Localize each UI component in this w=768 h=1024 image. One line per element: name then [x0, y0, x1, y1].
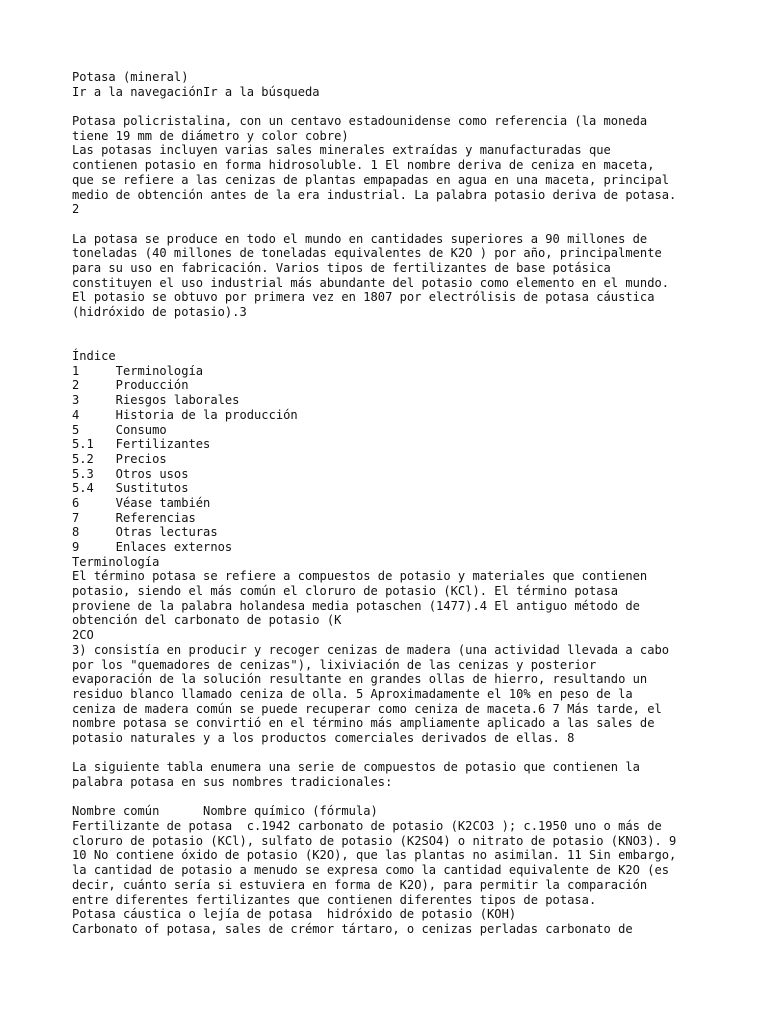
document-line: decir, cuánto sería si estuviera en forma de K2O), para permitir la comparación [72, 877, 648, 892]
document-line: contienen potasio en forma hidrosoluble. 1 El nombre deriva de ceniza en maceta, [72, 158, 655, 173]
document-line: Fertilizante de potasa c.1942 carbonato de potasio (K2CO3 ); c.1950 uno o más de [72, 819, 662, 834]
document-line: 5.1 Fertilizantes [72, 437, 211, 452]
document-line: nombre potasa se convirtió en el término más ampliamente aplicado a las sales de [72, 716, 655, 731]
document-line: Potasa cáustica o lejía de potasa hidróxido de potasio (KOH) [72, 907, 517, 922]
document-line: medio de obtención antes de la era industrial. La palabra potasio deriva de potasa. [72, 187, 677, 202]
document-line: 10 No contiene óxido de potasio (K2O), que las plantas no asimilan. 11 Sin embargo, [72, 848, 677, 863]
document-line: Potasa policristalina, con un centavo estadounidense como referencia (la moneda [72, 114, 648, 129]
document-line: 5.2 Precios [72, 451, 167, 466]
document-line: potasio naturales y a los productos comerciales derivados de ellas. 8 [72, 730, 575, 745]
document-line: por los "quemadores de cenizas"), lixiviación de las cenizas y posterior [72, 657, 597, 672]
document-line: Carbonato of potasa, sales de crémor tártaro, o cenizas perladas carbonato de [72, 921, 633, 936]
document-line: 6 Véase también [72, 495, 211, 510]
document-line: Las potasas incluyen varias sales minerales extraídas y manufacturadas que [72, 143, 611, 158]
document-line: residuo blanco llamado ceniza de olla. 5 Aproximadamente el 10% en peso de la [72, 686, 633, 701]
document-line: 9 Enlaces externos [72, 540, 233, 554]
document-line: El potasio se obtuvo por primera vez en 1807 por electrólisis de potasa cáustica [72, 290, 655, 305]
document-line: 7 Referencias [72, 510, 196, 525]
document-line: La siguiente tabla enumera una serie de compuestos de potasio que contienen la [72, 760, 640, 775]
document-line: Nombre común Nombre químico (fórmula) [72, 804, 378, 819]
document-line: 2 Producción [72, 378, 189, 393]
document-line: 5 Consumo [72, 422, 167, 437]
document-line: constituyen el uso industrial más abundante del potasio como elemento en el mundo. [72, 275, 670, 290]
document-line [72, 99, 732, 114]
document-line: toneladas (40 millones de toneladas equivalentes de K2O ) por año, principalmente [72, 246, 662, 261]
document-line: (hidróxido de potasio).3 [72, 305, 247, 319]
document-line: Terminología [72, 554, 160, 569]
document-line: entre diferentes fertilizantes que contienen diferentes tipos de potasa. [72, 892, 597, 907]
document-line: 3) consistía en producir y recoger cenizas de madera (una actividad llevada a cabo [72, 642, 670, 657]
document-line: 3 Riesgos laborales [72, 393, 240, 408]
document-line: Índice [72, 349, 116, 364]
document-line: ceniza de madera común se puede recuperar como ceniza de maceta.6 7 Más tarde, el [72, 701, 662, 716]
document-line: La potasa se produce en todo el mundo en cantidades superiores a 90 millones de [72, 231, 648, 246]
document-line: 5.4 Sustitutos [72, 481, 189, 496]
document-line: cloruro de potasio (KCl), sulfato de potasio (K2SO4) o nitrato de potasio (KNO3). 9 [72, 833, 677, 848]
document-line: 2 [72, 202, 80, 217]
document-line: palabra potasa en sus nombres tradicionales: [72, 775, 393, 789]
document-line: potasio, siendo el más común el cloruro de potasio (KCl). El término potasa [72, 584, 619, 599]
document-line: El término potasa se refiere a compuestos de potasio y materiales que contienen [72, 569, 648, 584]
document-line [72, 790, 732, 805]
document-line [72, 334, 732, 349]
document-line: 8 Otras lecturas [72, 525, 218, 540]
document-line: Potasa (mineral) [72, 70, 189, 84]
document-line: 1 Terminología [72, 363, 204, 378]
document-line: 5.3 Otros usos [72, 466, 189, 481]
document-line: la cantidad de potasio a menudo se expresa como la cantidad equivalente de K2O (es [72, 863, 670, 878]
document-line: tiene 19 mm de diámetro y color cobre) [72, 128, 349, 143]
document-line [72, 320, 732, 335]
document-line: Ir a la navegaciónIr a la búsqueda [72, 84, 320, 99]
document-page [72, 70, 732, 937]
document-line: obtención del carbonato de potasio (K [72, 613, 342, 628]
document-line [72, 746, 732, 761]
document-line [72, 217, 732, 232]
document-line: proviene de la palabra holandesa media potaschen (1477).4 El antiguo método de [72, 598, 640, 613]
document-line: 4 Historia de la producción [72, 407, 298, 422]
document-line: 2CO [72, 628, 94, 643]
document-line: que se refiere a las cenizas de plantas empapadas en agua en una maceta, principal [72, 172, 670, 187]
document-line: para su uso en fabricación. Varios tipos de fertilizantes de base potásica [72, 260, 611, 275]
document-line: evaporación de la solución resultante en grandes ollas de hierro, resultando un [72, 672, 648, 687]
